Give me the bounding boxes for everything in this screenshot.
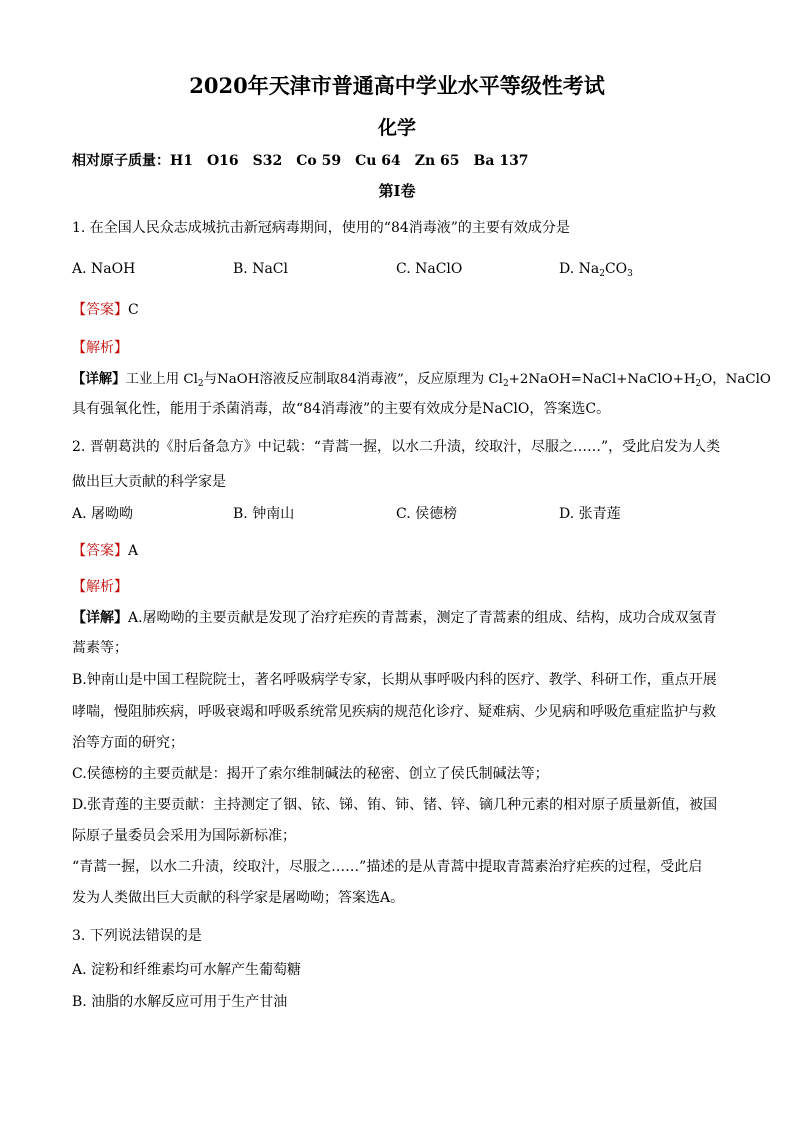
q3-option-a: A. 淀粉和纤维素均可水解产生葡萄糖	[72, 962, 302, 978]
q2-option-c: C. 侯德榜	[396, 506, 458, 522]
atomic-mass-h: H1	[170, 153, 193, 169]
q2-detail-line-4: 哮喘，慢阻肺疾病，呼吸衰竭和呼吸系统常见疾病的规范化诊疗、疑难病、少见病和呼吸危重症监护与救	[72, 704, 716, 720]
q1-option-c: C. NaClO	[396, 261, 463, 277]
q2-analysis-tag: 【解析】	[72, 579, 128, 595]
q1-detail-line-1: 【详解】工业上用 $Cl_2$与NaOH溶液反应制取84消毒液”，反应原理为 $Cl_2+2NaOH=NaCl+NaClO+H_2O$，NaClO	[72, 371, 771, 389]
q2-detail-line-6: C.侯德榜的主要贡献是：揭开了索尔维制碱法的秘密、创立了侯氏制碱法等；	[72, 766, 549, 782]
q2-option-a: A. 屠呦呦	[72, 506, 134, 522]
q2-stem-line-2: 做出巨大贡献的科学家是	[72, 474, 226, 490]
q2-option-d: D. 张青莲	[559, 506, 621, 522]
atomic-mass-line	[72, 151, 543, 171]
q2-detail-line-10: 发为人类做出巨大贡献的科学家是屠呦呦；答案选A。	[72, 890, 405, 906]
q1-answer-value: C	[128, 302, 139, 318]
q2-answer-value: A	[128, 543, 139, 559]
q1-option-d: D. $Na_2CO_3$	[559, 261, 633, 279]
atomic-mass-ba: Ba 137	[473, 153, 529, 169]
atomic-mass-co: Co 59	[296, 153, 342, 169]
subject-title: 化学	[377, 117, 416, 139]
atomic-mass-zn: Zn 65	[414, 153, 460, 169]
q1-detail-line-2: 具有强氧化性，能用于杀菌消毒，故“84消毒液”的主要有效成分是NaClO，答案选C。	[72, 401, 611, 417]
atomic-mass-s: S32	[252, 153, 283, 169]
q1-answer-tag: 【答案】	[72, 302, 128, 318]
volume-heading: 第I卷	[378, 182, 416, 200]
q1-option-b: B. NaCl	[233, 261, 288, 277]
q2-stem-line-1: 2. 晋朝葛洪的《肘后备急方》中记载：“青蒿一握，以水二升渍，绞取汁，尽服之……”，受此启发为人类	[72, 439, 721, 455]
atomic-mass-label: 相对原子质量：	[72, 153, 170, 169]
q1-option-a: A. NaOH	[72, 261, 136, 277]
q1-answer	[72, 300, 139, 320]
q2-answer	[72, 541, 138, 561]
q1-analysis-tag: 【解析】	[72, 340, 128, 356]
q2-detail-line-8: 际原子量委员会采用为国际新标准；	[72, 828, 296, 844]
q3-stem: 3. 下列说法错误的是	[72, 928, 202, 944]
atomic-mass-o: O16	[206, 153, 239, 169]
q1-stem: 1. 在全国人民众志成城抗击新冠病毒期间，使用的“84消毒液”的主要有效成分是	[72, 220, 570, 236]
q2-detail-line-7: D.张青莲的主要贡献：主持测定了铟、铱、锑、铕、铈、锗、锌、镝几种元素的相对原子质量新值，被国	[72, 797, 718, 813]
exam-title: 2020年天津市普通高中学业水平等级性考试	[189, 73, 605, 98]
atomic-mass-cu: Cu 64	[355, 153, 401, 169]
q2-option-b: B. 钟南山	[233, 506, 295, 522]
q3-option-b: B. 油脂的水解反应可用于生产甘油	[72, 994, 288, 1010]
q2-detail-line-5: 治等方面的研究；	[72, 735, 184, 751]
q2-detail-line-2: 蒿素等；	[72, 640, 128, 656]
q2-detail-line-9: “青蒿一握，以水二升渍，绞取汁，尽服之……”描述的是从青蒿中提取青蒿素治疗疟疾的过程，受此启	[72, 859, 703, 875]
q2-answer-tag: 【答案】	[72, 543, 128, 559]
q2-detail-line-3: B.钟南山是中国工程院院士，著名呼吸病学专家，长期从事呼吸内科的医疗、教学、科研工作，重点开展	[72, 672, 717, 688]
q2-detail-line-1: 【详解】A.屠呦呦的主要贡献是发现了治疗疟疾的青蒿素，测定了青蒿素的组成、结构，成功合成双氢青	[72, 610, 717, 626]
